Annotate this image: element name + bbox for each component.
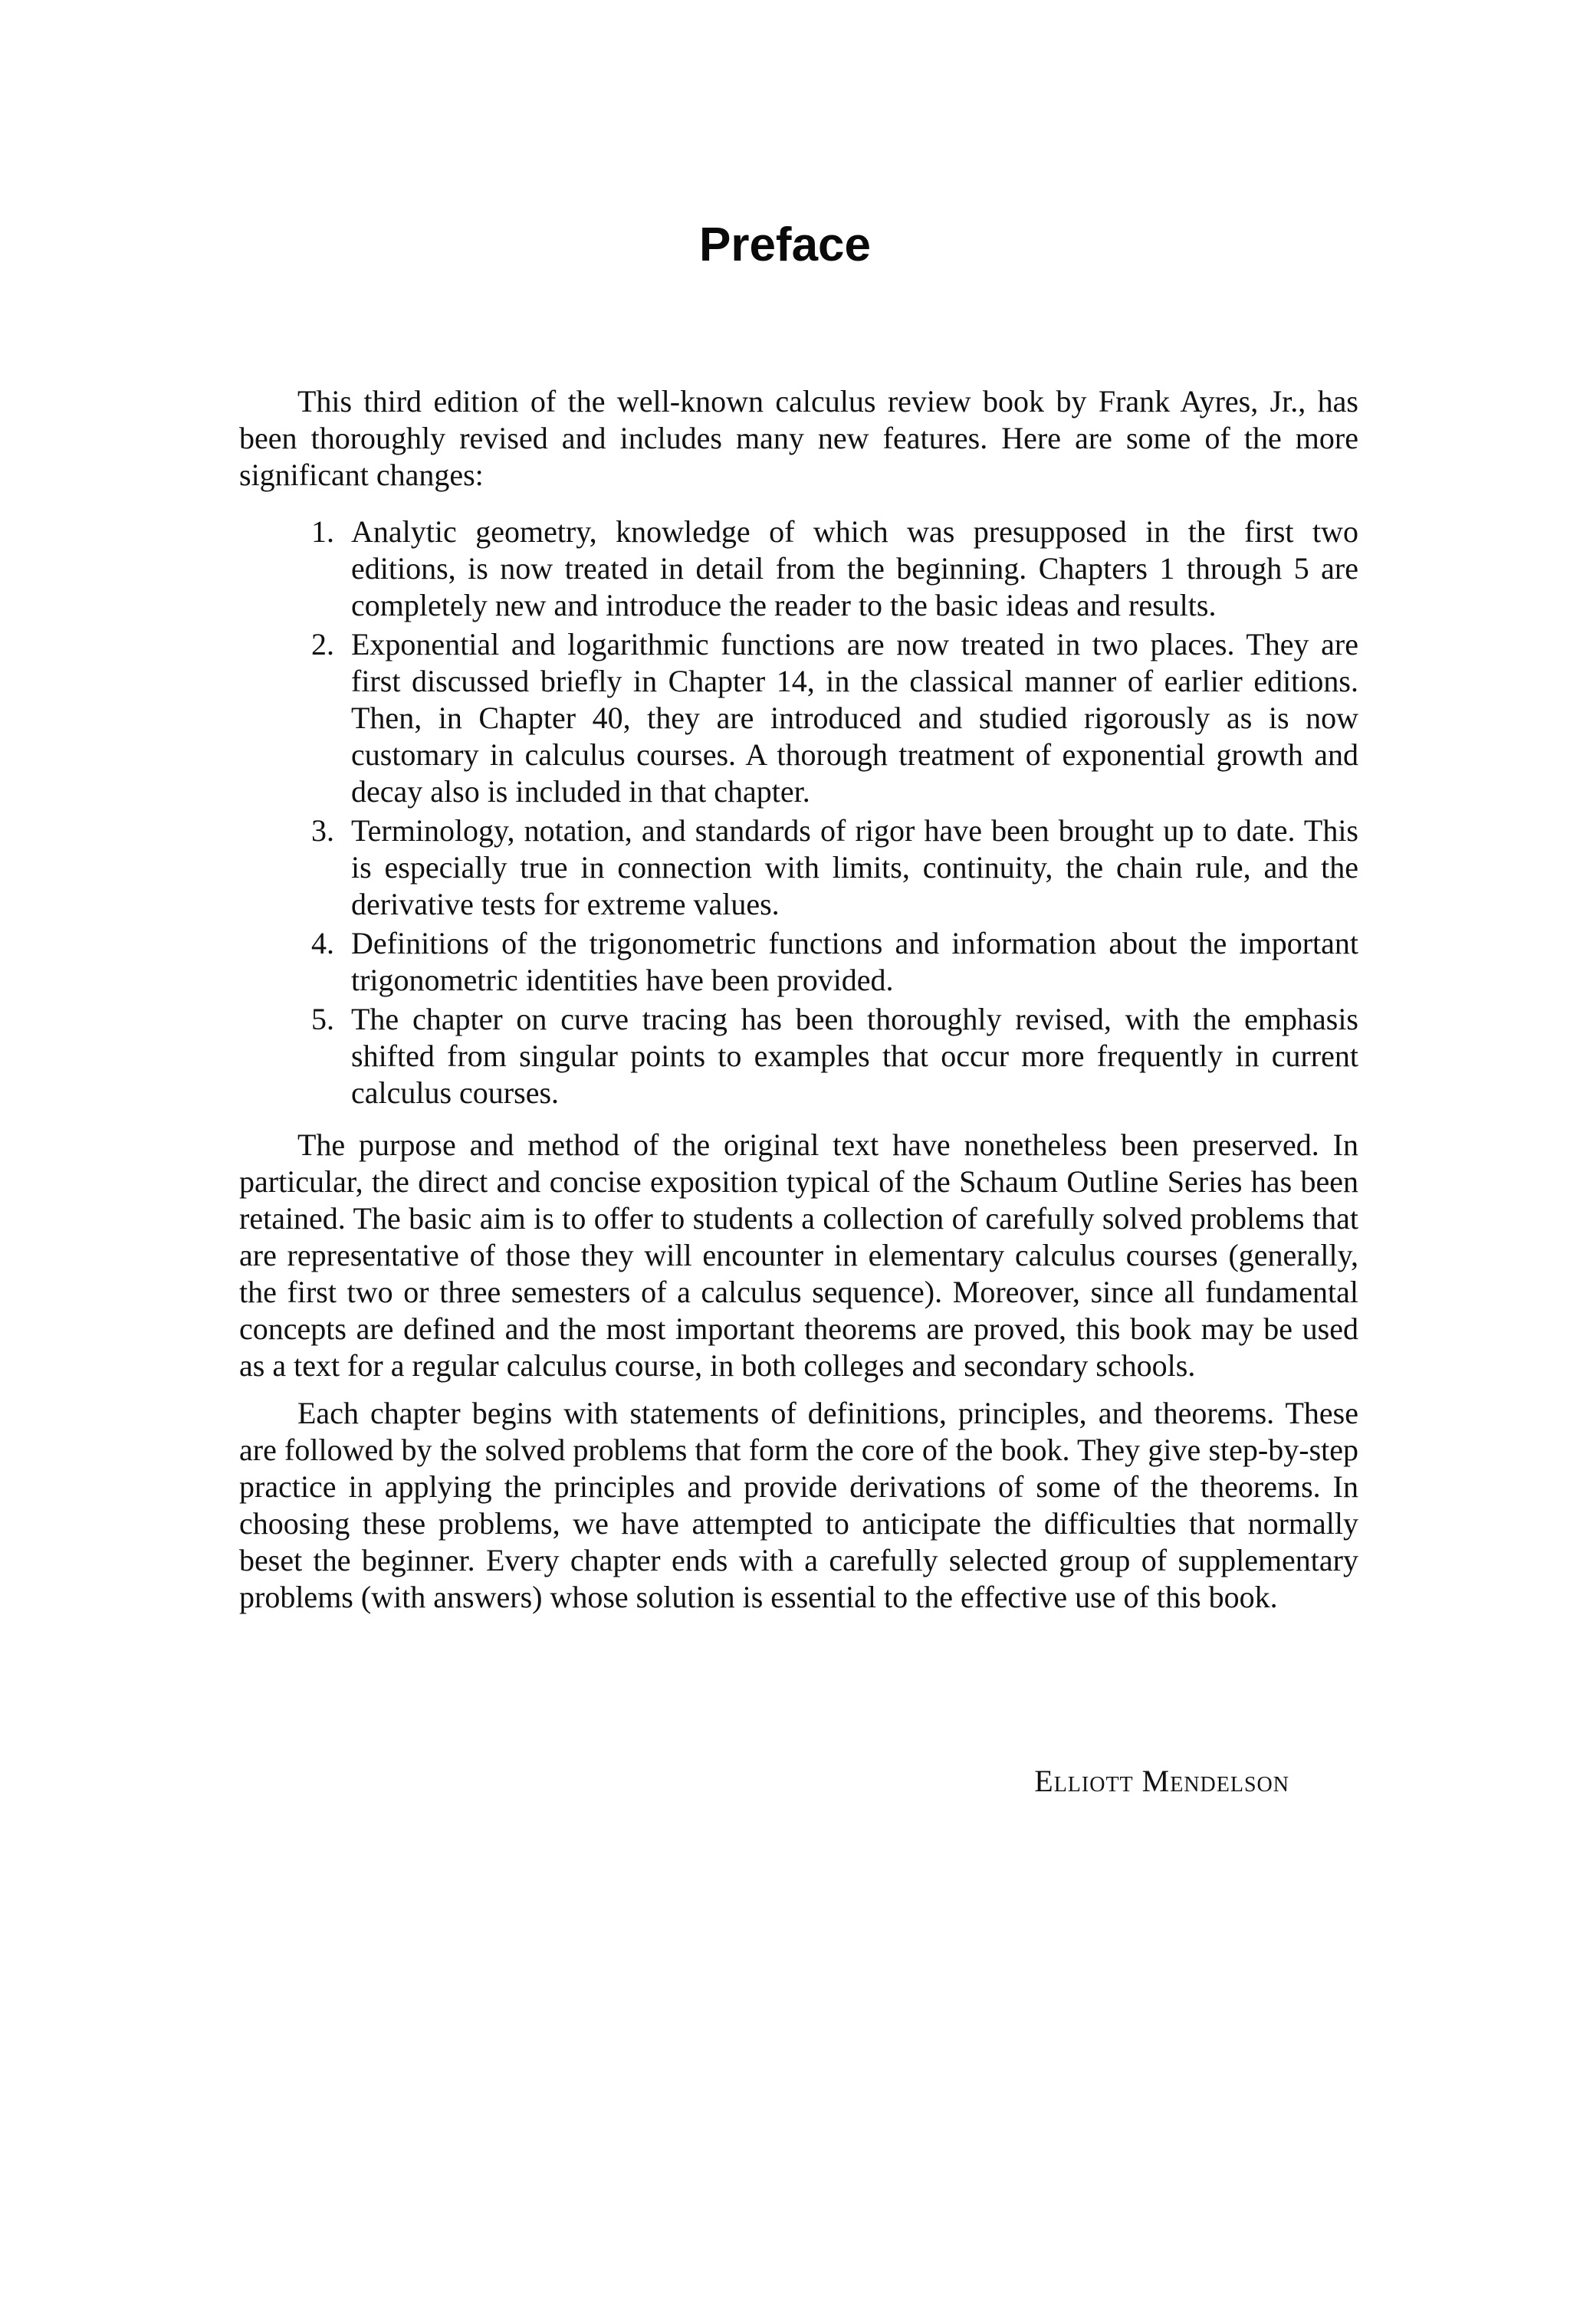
list-item-number: 5. bbox=[311, 1002, 334, 1036]
list-item-text: Definitions of the trigonometric functions and information about the important trigonometric identities have been provided. bbox=[351, 926, 1358, 997]
list-item-number: 2. bbox=[311, 627, 334, 661]
chapters-paragraph: Each chapter begins with statements of definitions, principles, and theorems. These are followed by the solved problems that form the core of the book. They give step-by-step practice in applying the principles and provide derivations of some of the theorems. In choosing these problems, we have attempted to anticipate the difficulties that normally beset the beginner. Every chapter ends with a carefully selected group of supplementary problems (with answers) whose solution is essential to the effective use of this book. bbox=[239, 1396, 1358, 1614]
list-item bbox=[239, 812, 1358, 923]
preface-body bbox=[239, 383, 1358, 1616]
author-signature: Elliott Mendelson bbox=[1034, 1764, 1289, 1798]
list-item-number: 4. bbox=[311, 926, 334, 960]
list-item-number: 3. bbox=[311, 813, 334, 848]
list-item-text: Analytic geometry, knowledge of which was presupposed in the first two editions, is now treated in detail from the beginning. Chapters 1 through 5 are completely new and introduce the reader to the basic ideas and results. bbox=[351, 514, 1358, 622]
list-item bbox=[239, 1001, 1358, 1111]
list-item-text: The chapter on curve tracing has been thoroughly revised, with the emphasis shifted from singular points to examples that occur more frequently in current calculus courses. bbox=[351, 1002, 1358, 1110]
purpose-paragraph: The purpose and method of the original text have nonetheless been preserved. In particular, the direct and concise exposition typical of the Schaum Outline Series has been retained. The basic aim is to offer to students a collection of carefully solved problems that are representative of those they will encounter in elementary calculus courses (generally, the first two or three semesters of a calculus sequence). Moreover, since all fundamental concepts are defined and the most important theorems are proved, this book may be used as a text for a regular calculus course, in both colleges and secondary schools. bbox=[239, 1128, 1358, 1383]
list-item bbox=[239, 925, 1358, 999]
list-item bbox=[239, 626, 1358, 810]
list-item-number: 1. bbox=[311, 514, 334, 549]
intro-paragraph: This third edition of the well-known calculus review book by Frank Ayres, Jr., has been thoroughly revised and includes many new features. Here are some of the more significant changes: bbox=[239, 384, 1358, 492]
list-item-text: Exponential and logarithmic functions are now treated in two places. They are first discussed briefly in Chapter 14, in the classical manner of earlier editions. Then, in Chapter 40, they are introduced and studied rigorously as is now customary in calculus courses. A thorough treatment of exponential growth and decay also is included in that chapter. bbox=[351, 627, 1358, 809]
page-title: Preface bbox=[698, 218, 872, 271]
list-item bbox=[239, 514, 1358, 624]
changes-list bbox=[239, 514, 1358, 1111]
list-item-text: Terminology, notation, and standards of rigor have been brought up to date. This is especially true in connection with limits, continuity, the chain rule, and the derivative tests for extreme values. bbox=[351, 813, 1358, 921]
